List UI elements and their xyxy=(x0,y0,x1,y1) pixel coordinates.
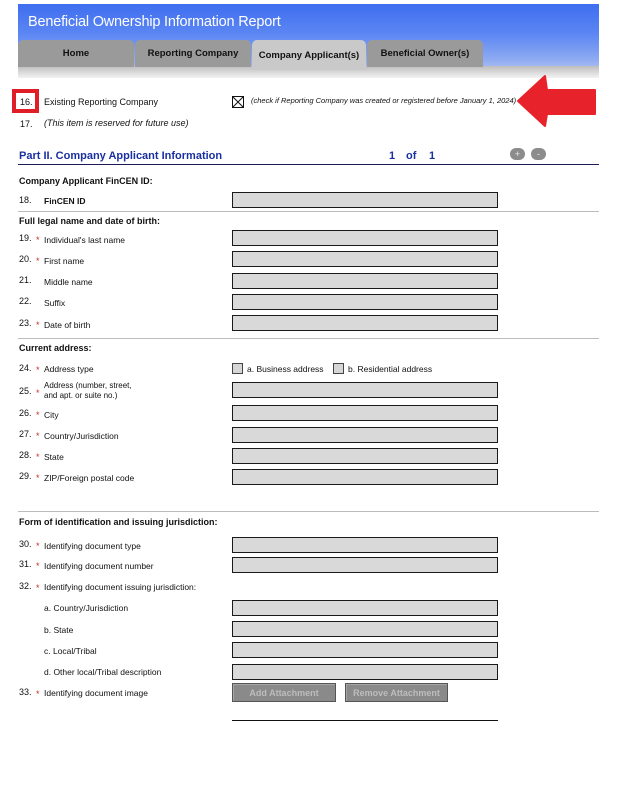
tab-beneficial-owners[interactable]: Beneficial Owner(s) xyxy=(367,40,483,67)
row-18-label: FinCEN ID xyxy=(44,196,86,206)
suffix-input[interactable] xyxy=(232,294,498,310)
row-30-label: Identifying document type xyxy=(44,541,141,551)
required-marker: * xyxy=(36,388,40,398)
row-32c-label: c. Local/Tribal xyxy=(44,646,97,656)
fincen-id-input[interactable] xyxy=(232,192,498,208)
address-street-input[interactable] xyxy=(232,382,498,398)
row-33-number: 33. xyxy=(19,687,32,697)
row-25-label-line2: and apt. or suite no.) xyxy=(44,391,118,400)
section-divider xyxy=(18,211,599,212)
row-28-number: 28. xyxy=(19,450,32,460)
document-type-input[interactable] xyxy=(232,537,498,553)
required-marker: * xyxy=(36,583,40,593)
required-marker: * xyxy=(36,256,40,266)
remove-attachment-button[interactable]: Remove Attachment xyxy=(345,683,448,702)
row-33-label: Identifying document image xyxy=(44,688,148,698)
required-marker: * xyxy=(36,431,40,441)
row-32d-label: d. Other local/Tribal description xyxy=(44,667,162,677)
row-29-number: 29. xyxy=(19,471,32,481)
section-divider xyxy=(18,511,599,512)
checkmark-x-icon xyxy=(233,97,243,107)
section-fincen-heading: Company Applicant FinCEN ID: xyxy=(19,176,153,186)
residential-address-checkbox[interactable] xyxy=(333,363,344,374)
item-16-number: 16. xyxy=(20,97,33,107)
required-marker: * xyxy=(36,235,40,245)
row-32a-label: a. Country/Jurisdiction xyxy=(44,603,129,613)
issuing-local-tribal-input[interactable] xyxy=(232,642,498,658)
red-arrow-left-icon xyxy=(517,74,599,128)
section-identification-heading: Form of identification and issuing jurisdiction: xyxy=(19,517,218,527)
other-local-tribal-input[interactable] xyxy=(232,664,498,680)
row-25-number: 25. xyxy=(19,386,32,396)
residential-address-label: b. Residential address xyxy=(348,364,433,374)
document-number-input[interactable] xyxy=(232,557,498,573)
required-marker: * xyxy=(36,689,40,699)
row-20-label: First name xyxy=(44,256,85,266)
required-marker: * xyxy=(36,541,40,551)
middle-name-input[interactable] xyxy=(232,273,498,289)
row-29-label: ZIP/Foreign postal code xyxy=(44,473,135,483)
item-17-number: 17. xyxy=(20,119,33,129)
row-30-number: 30. xyxy=(19,539,32,549)
section-divider xyxy=(18,338,599,339)
row-25-label xyxy=(44,381,132,401)
row-18-number: 18. xyxy=(19,195,32,205)
section-name-heading: Full legal name and date of birth: xyxy=(19,216,161,226)
business-address-label: a. Business address xyxy=(247,364,324,374)
row-31-label: Identifying document number xyxy=(44,561,154,571)
section-address-heading: Current address: xyxy=(19,343,92,353)
row-21-label: Middle name xyxy=(44,277,93,287)
row-23-label: Date of birth xyxy=(44,320,91,330)
date-of-birth-input[interactable] xyxy=(232,315,498,331)
app-title: Beneficial Ownership Information Report xyxy=(28,14,281,30)
row-26-label: City xyxy=(44,410,59,420)
tab-reporting-company[interactable]: Reporting Company xyxy=(135,40,251,67)
row-28-label: State xyxy=(44,452,64,462)
remove-applicant-button[interactable] xyxy=(531,148,546,160)
pager-total: 1 xyxy=(429,150,436,162)
plus-icon: + xyxy=(514,149,521,159)
row-22-label: Suffix xyxy=(44,298,66,308)
row-20-number: 20. xyxy=(19,254,32,264)
part-2-title: Part II. Company Applicant Information xyxy=(19,150,223,162)
item-16-label: Existing Reporting Company xyxy=(44,97,159,107)
first-name-input[interactable] xyxy=(232,251,498,267)
row-26-number: 26. xyxy=(19,408,32,418)
row-25-label-line1: Address (number, street, xyxy=(44,381,132,390)
required-marker: * xyxy=(36,561,40,571)
row-32-number: 32. xyxy=(19,581,32,591)
item-16-note: (check if Reporting Company was created or registered before January 1, 2024) xyxy=(251,96,517,105)
country-jurisdiction-input[interactable] xyxy=(232,427,498,443)
item-17-label: (This item is reserved for future use) xyxy=(44,118,189,128)
report-header xyxy=(18,4,599,78)
required-marker: * xyxy=(36,473,40,483)
required-marker: * xyxy=(36,452,40,462)
row-24-number: 24. xyxy=(19,363,32,373)
required-marker: * xyxy=(36,365,40,375)
pager-of: of xyxy=(406,150,417,162)
minus-icon: - xyxy=(537,149,540,159)
row-32b-label: b. State xyxy=(44,625,74,635)
tab-home[interactable]: Home xyxy=(18,40,134,67)
row-31-number: 31. xyxy=(19,559,32,569)
attachment-list-line xyxy=(232,720,498,721)
row-19-label: Individual's last name xyxy=(44,235,125,245)
row-23-number: 23. xyxy=(19,318,32,328)
issuing-country-input[interactable] xyxy=(232,600,498,616)
row-27-number: 27. xyxy=(19,429,32,439)
existing-reporting-company-checkbox[interactable] xyxy=(232,96,244,108)
add-attachment-button[interactable]: Add Attachment xyxy=(232,683,336,702)
business-address-checkbox[interactable] xyxy=(232,363,243,374)
row-21-number: 21. xyxy=(19,275,32,285)
state-input[interactable] xyxy=(232,448,498,464)
row-22-number: 22. xyxy=(19,296,32,306)
row-27-label: Country/Jurisdiction xyxy=(44,431,119,441)
row-32-label: Identifying document issuing jurisdiction: xyxy=(44,582,197,592)
zip-postal-code-input[interactable] xyxy=(232,469,498,485)
required-marker: * xyxy=(36,410,40,420)
city-input[interactable] xyxy=(232,405,498,421)
add-applicant-button[interactable] xyxy=(510,148,525,160)
part-2-rule xyxy=(18,164,599,165)
tab-company-applicants[interactable]: Company Applicant(s) xyxy=(252,40,366,70)
pager-current: 1 xyxy=(389,150,396,162)
issuing-state-input[interactable] xyxy=(232,621,498,637)
row-24-label: Address type xyxy=(44,364,94,374)
row-19-number: 19. xyxy=(19,233,32,243)
required-marker: * xyxy=(36,320,40,330)
last-name-input[interactable] xyxy=(232,230,498,246)
